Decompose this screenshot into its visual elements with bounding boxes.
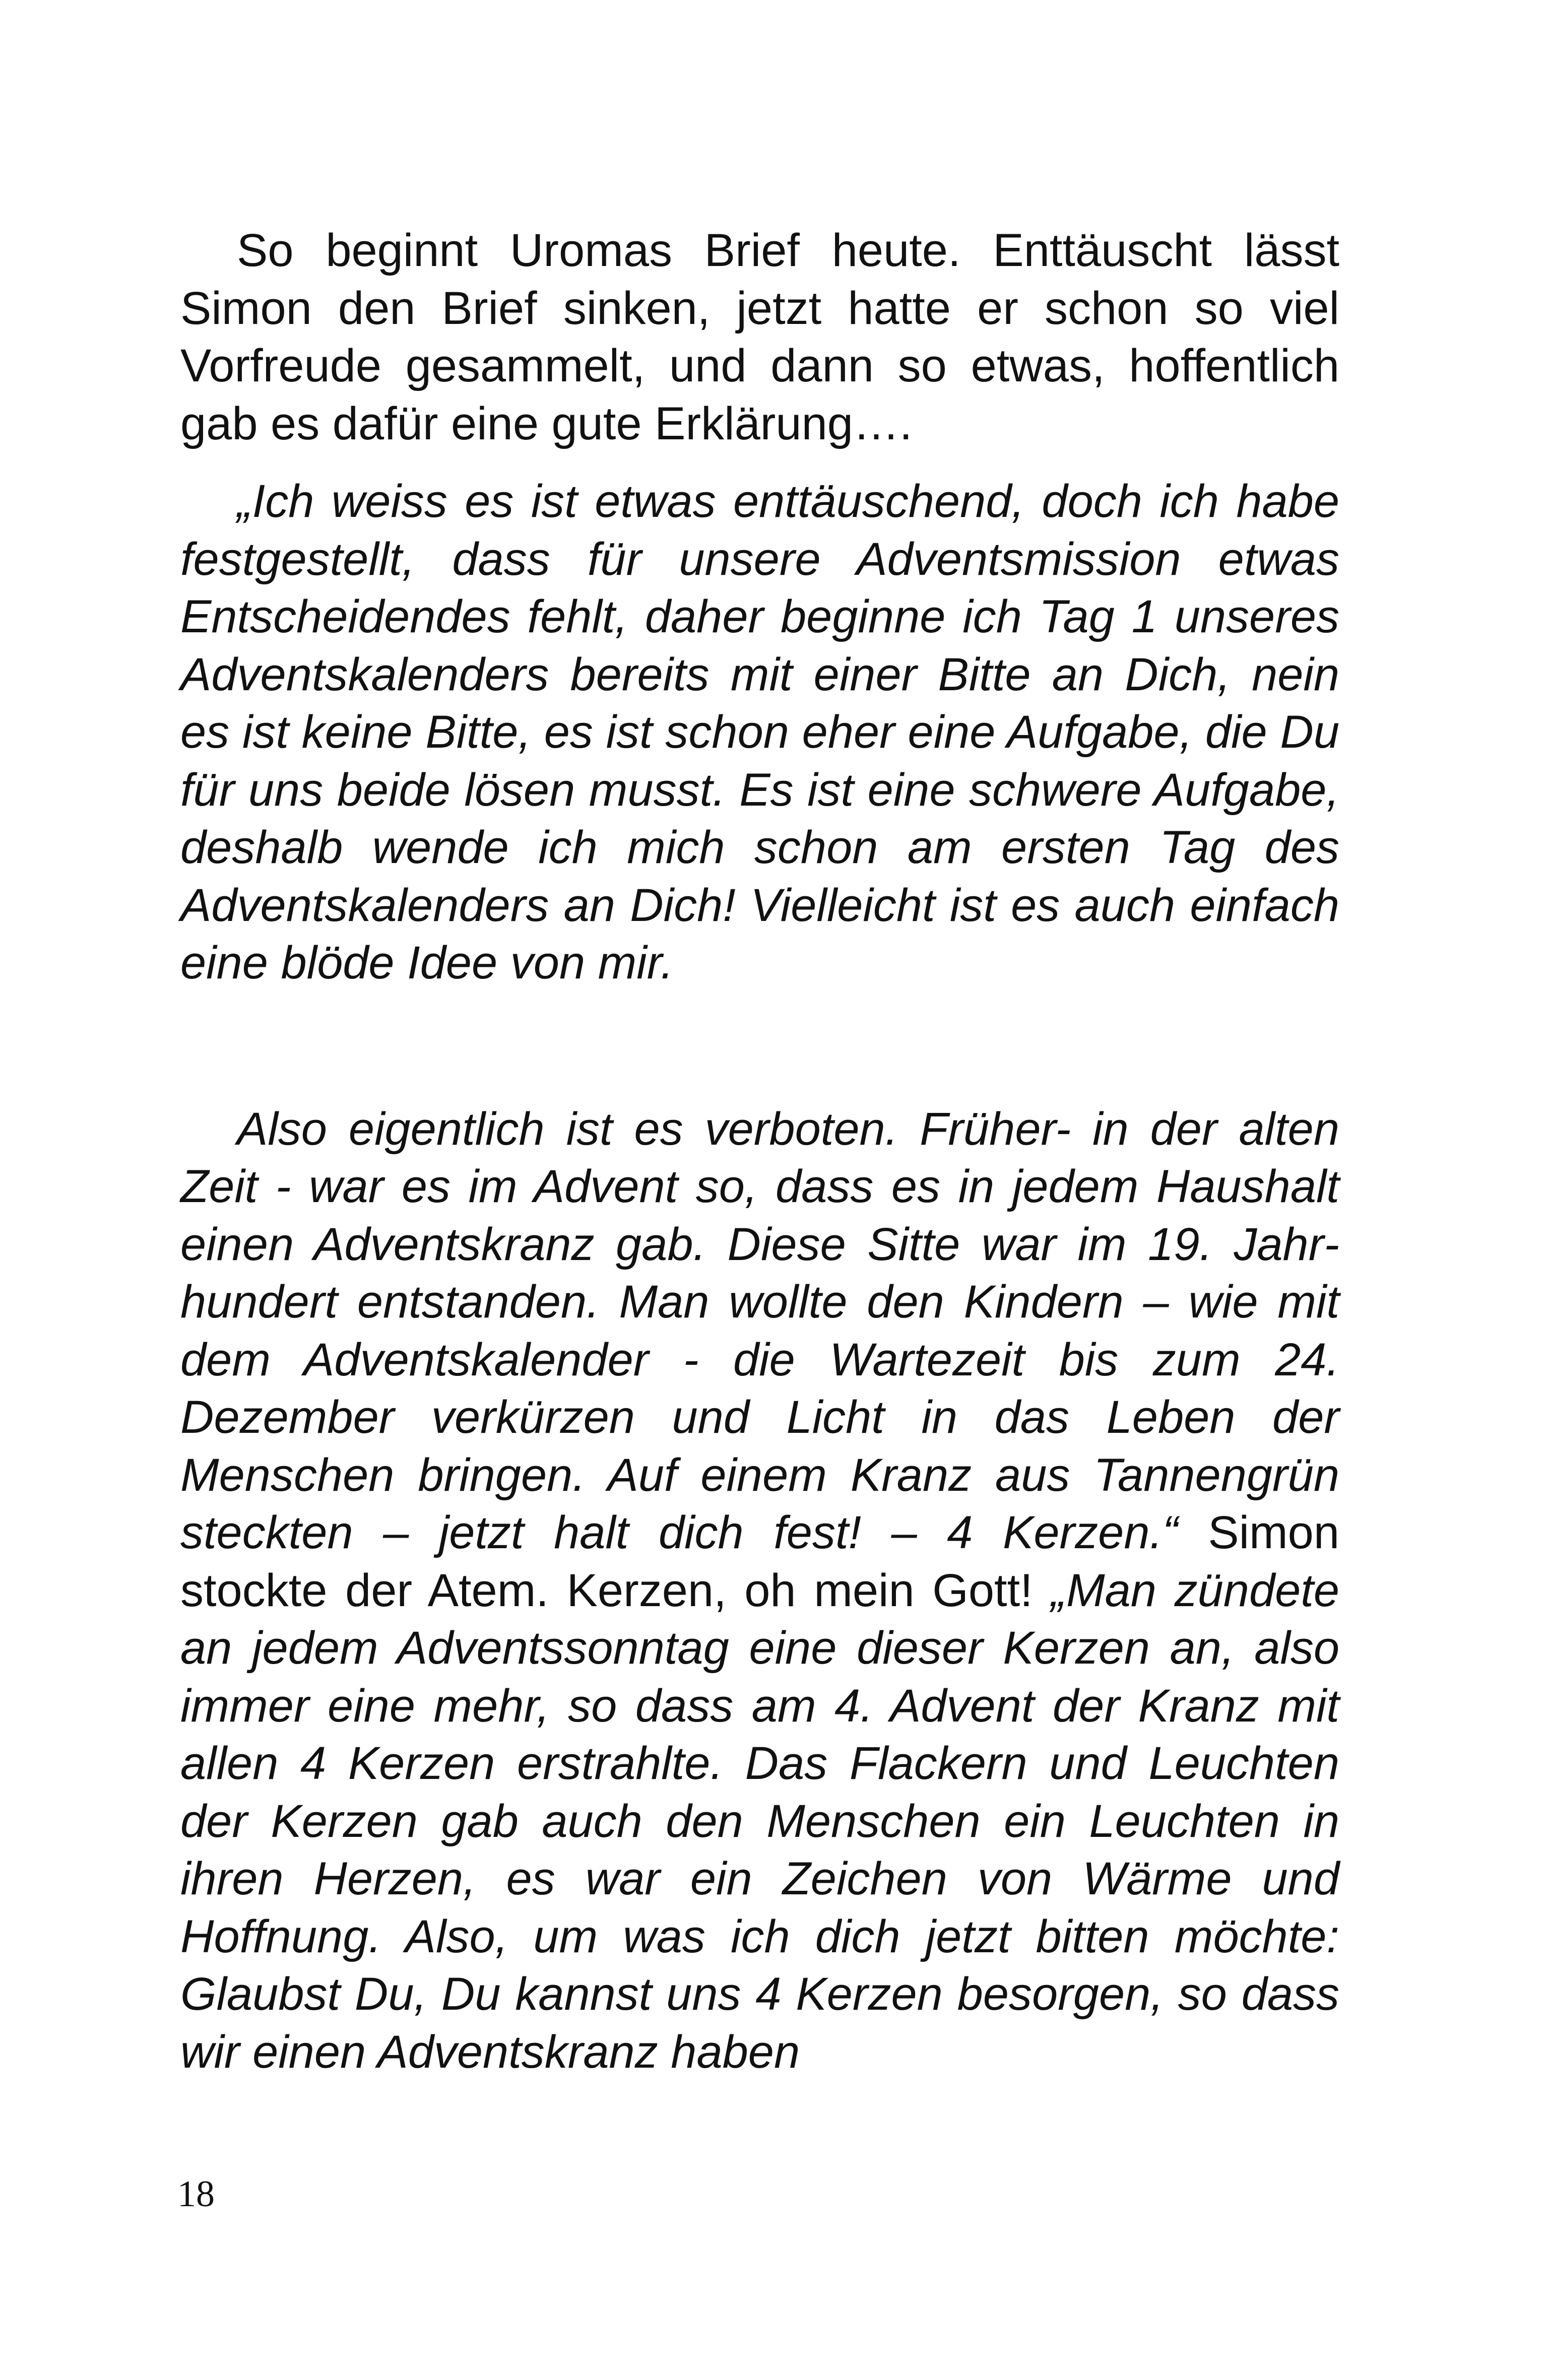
paragraph-spacer <box>180 452 1339 473</box>
paragraph-3-letter-continued: „Man zündete an jedem Adventssonntag eine dieser Kerzen an, also immer eine mehr, so dass am 4. Advent der Kranz mit allen 4 Kerzen erstrahlte. Das Flackern und Leuchten der Kerzen gab auch den Menschen ein Leuchten in ihren Herzen, es war ein Zeichen von Wärme und Hoffnung. Also, um was ich dich jetzt bitten möchte: Glaubst Du, Du kannst uns 4 Kerzen besorgen, so dass wir einen Adventskranz haben <box>180 1564 1339 2078</box>
page-number: 18 <box>177 2173 215 2215</box>
paragraph-3-letter-quote: Also eigentlich ist es verboten. Früher- in der alten Zeit - war es im Advent so, dass es in jedem Haushalt einen Adventskranz gab. Diese Sitte war im 19. Jahrhundert entstanden. Man wollte den Kindern – wie mit dem Adventskalender - die Wartezeit bis zum 24. Dezember verkürzen und Licht in das Leben der Menschen bringen. Auf einem Kranz aus Tannengrün steckten – jetzt halt dich fest! – 4 Kerzen.“ <box>180 1103 1339 1558</box>
paragraph-3 <box>180 1100 1339 2081</box>
section-spacer <box>180 992 1339 1100</box>
body-text <box>180 222 1339 2081</box>
paragraph-3-narration: Simon stockte der Atem. Kerzen, oh mein Gott! <box>180 1507 1339 1616</box>
paragraph-1: So beginnt Uromas Brief heute. Enttäuscht lässt Simon den Brief sinken, jetzt hatte er schon so viel Vorfreude gesammelt, und dann so etwas, hoffentlich gab es dafür eine gute Erklärung…. <box>180 225 1339 449</box>
paragraph-2-letter: „Ich weiss es ist etwas enttäuschend, doch ich habe festgestellt, dass für unsere Adventsmission etwas Entscheidendes fehlt, daher beginne ich Tag 1 unseres Adventskalenders bereits mit einer Bitte an Dich, nein es ist keine Bitte, es ist schon eher eine Aufgabe, die Du für uns beide lösen musst. Es ist eine schwere Aufgabe, deshalb wende ich mich schon am ersten Tag des Adventskalenders an Dich! Vielleicht ist es auch einfach eine blöde Idee von mir. <box>180 476 1339 988</box>
